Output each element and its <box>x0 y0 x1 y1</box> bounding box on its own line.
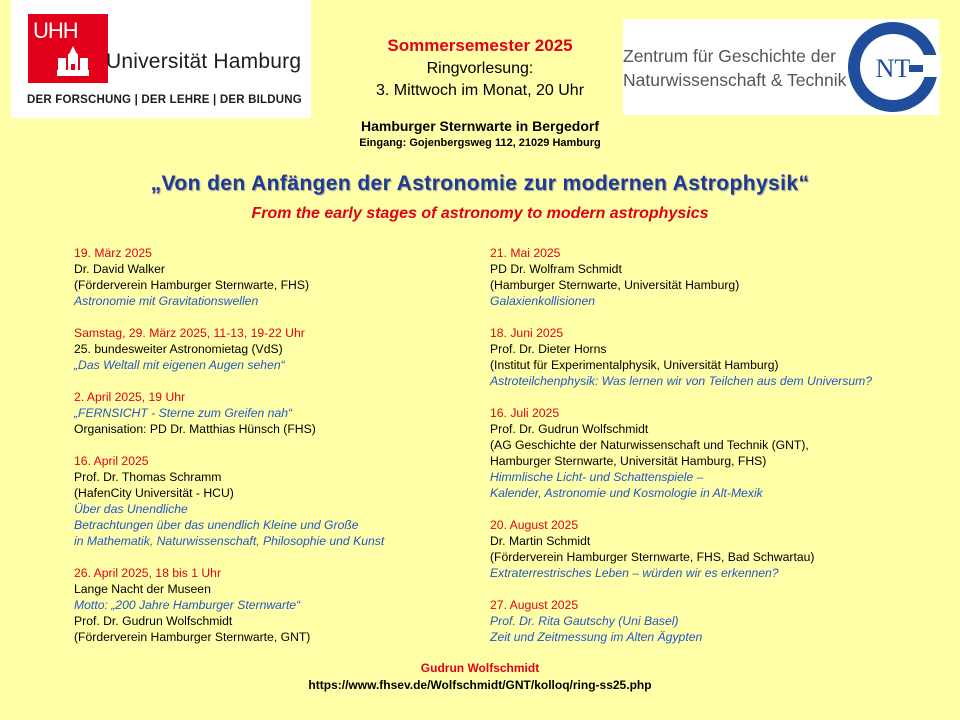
entry-talk-title: Prof. Dr. Rita Gautschy (Uni Basel) <box>490 614 679 628</box>
lecture-series-label: Ringvorlesung: <box>426 60 534 77</box>
entry-talk-title: Zeit und Zeitmessung im Alten Ägypten <box>490 630 703 644</box>
entry-speaker-info: Prof. Dr. Dieter Horns <box>490 342 607 356</box>
entry-talk-title: Über das Unendliche <box>74 502 188 516</box>
program-entry <box>490 517 930 581</box>
series-title-english: From the early stages of astronomy to modern astrophysics <box>251 205 709 222</box>
entry-speaker-info: (Förderverein Hamburger Sternwarte, FHS) <box>74 278 310 292</box>
entry-date: 26. April 2025, 18 bis 1 Uhr <box>74 566 222 580</box>
entry-speaker-info: Prof. Dr. Thomas Schramm <box>74 470 222 484</box>
entry-talk-title: Himmlische Licht- und Schattenspiele – <box>490 470 704 484</box>
program-entry <box>74 565 474 645</box>
uhh-letters: UHH <box>33 18 78 43</box>
entry-speaker-info: (Förderverein Hamburger Sternwarte, GNT) <box>74 630 311 644</box>
entry-speaker-info: Dr. David Walker <box>74 262 165 276</box>
entry-date: 18. Juni 2025 <box>490 326 564 340</box>
entry-speaker-info: (AG Geschichte der Naturwissenschaft und Technik (GNT), <box>490 438 809 452</box>
uhh-logo <box>11 0 311 118</box>
program-entry <box>490 597 930 645</box>
entry-speaker-info: (Institut für Experimentalphysik, Universität Hamburg) <box>490 358 779 372</box>
venue-address: Eingang: Gojenbergsweg 112, 21029 Hamburg <box>359 137 601 149</box>
program-entry <box>490 405 930 501</box>
entry-speaker-info: Lange Nacht der Museen <box>74 582 211 596</box>
entry-date: 19. März 2025 <box>74 246 152 260</box>
program-entry <box>74 453 474 549</box>
series-title-german: „Von den Anfängen der Astronomie zur modernen Astrophysik“ <box>150 172 810 195</box>
entry-speaker-info: 25. bundesweiter Astronomietag (VdS) <box>74 342 283 356</box>
entry-speaker-info: Hamburger Sternwarte, Universität Hamburg, FHS) <box>490 454 767 468</box>
venue-name: Hamburger Sternwarte in Bergedorf <box>360 118 600 134</box>
gnt-name-line1: Zentrum für Geschichte der <box>623 46 836 66</box>
program-entry <box>74 389 474 437</box>
entry-date: Samstag, 29. März 2025, 11-13, 19-22 Uhr <box>74 326 305 340</box>
entry-speaker-info: (Förderverein Hamburger Sternwarte, FHS, Bad Schwartau) <box>490 550 815 564</box>
semester-title: Sommersemester 2025 <box>387 36 573 55</box>
program-entry <box>74 325 474 373</box>
uhh-tagline: DER FORSCHUNG | DER LEHRE | DER BILDUNG <box>27 94 302 106</box>
entry-date: 2. April 2025, 19 Uhr <box>74 390 186 404</box>
program-url-link[interactable]: https://www.fhsev.de/Wolfschmidt/GNT/kolloq/ring-ss25.php <box>308 678 652 692</box>
entry-talk-title: Galaxienkollisionen <box>490 294 596 308</box>
entry-speaker-info: Dr. Martin Schmidt <box>490 534 591 548</box>
entry-talk-title: Extraterrestrisches Leben – würden wir es erkennen? <box>490 566 779 580</box>
entry-date: 20. August 2025 <box>490 518 579 532</box>
entry-talk-title: Betrachtungen über das unendlich Kleine und Große <box>74 518 359 532</box>
gnt-name-line2: Naturwissenschaft & Technik <box>623 70 847 90</box>
entry-talk-title: Motto: „200 Jahre Hamburger Sternwarte“ <box>74 598 301 612</box>
schedule-text: 3. Mittwoch im Monat, 20 Uhr <box>375 82 585 99</box>
entry-date: 16. April 2025 <box>74 454 149 468</box>
entry-talk-title: Kalender, Astronomie und Kosmologie in Alt-Mexik <box>490 486 763 500</box>
entry-speaker-info: (Hamburger Sternwarte, Universität Hamburg) <box>490 278 740 292</box>
entry-date: 21. Mai 2025 <box>490 246 561 260</box>
entry-speaker-info: (HafenCity Universität - HCU) <box>74 486 234 500</box>
program-right-column <box>490 245 930 661</box>
program-entry <box>490 245 930 309</box>
entry-talk-title: in Mathematik, Naturwissenschaft, Philosophie und Kunst <box>74 534 385 548</box>
entry-date: 27. August 2025 <box>490 598 579 612</box>
entry-speaker-info: Organisation: PD Dr. Matthias Hünsch (FHS) <box>74 422 316 436</box>
entry-date: 16. Juli 2025 <box>490 406 560 420</box>
organizer-name: Gudrun Wolfschmidt <box>420 661 540 675</box>
program-entry <box>490 325 930 389</box>
entry-talk-title: Astroteilchenphysik: Was lernen wir von Teilchen aus dem Universum? <box>490 374 873 388</box>
entry-speaker-info: Prof. Dr. Gudrun Wolfschmidt <box>74 614 233 628</box>
entry-talk-title: Astronomie mit Gravitationswellen <box>74 294 259 308</box>
uhh-wordmark: Universität Hamburg <box>106 50 302 73</box>
entry-speaker-info: Prof. Dr. Gudrun Wolfschmidt <box>490 422 649 436</box>
program-left-column <box>74 245 474 661</box>
entry-speaker-info: PD Dr. Wolfram Schmidt <box>490 262 622 276</box>
svg-text:NT: NT <box>875 54 911 83</box>
entry-talk-title: „FERNSICHT - Sterne zum Greifen nah“ <box>74 406 293 420</box>
entry-talk-title: „Das Weltall mit eigenen Augen sehen“ <box>74 358 285 372</box>
program-entry <box>74 245 474 309</box>
